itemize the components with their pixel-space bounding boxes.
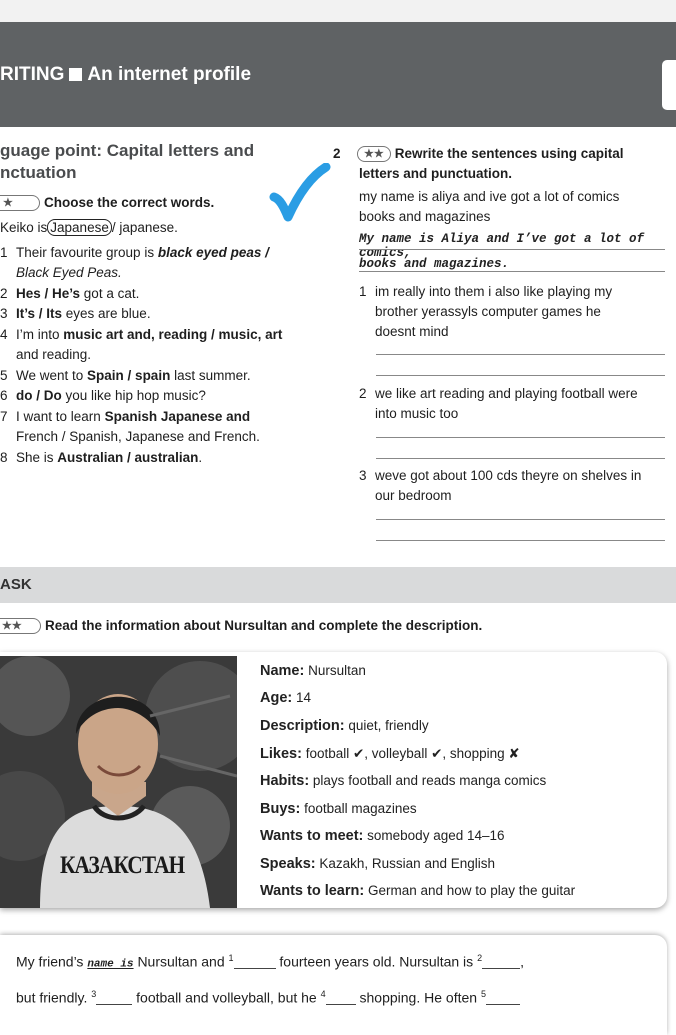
exercise1-item-6: 6 do / Do you like hip hop music? (0, 388, 206, 403)
top-strip (0, 0, 676, 22)
blank-5[interactable] (486, 990, 520, 1005)
task-bar (0, 567, 676, 603)
profile-habits: Habits: plays football and reads manga comics (260, 773, 547, 789)
exercise1-item-7: 7 I want to learn Spanish Japanese and French / Spanish, Japanese and French. (0, 409, 260, 444)
exercise1-item-2: 2 Hes / He’s got a cat. (0, 286, 140, 301)
blank-4[interactable] (326, 990, 356, 1005)
exercise1-item-1: 1 Their favourite group is black eyed peas / Black Eyed Peas. (0, 245, 269, 280)
profile-likes: Likes: football ✔, volleyball ✔, shopping ✘ (260, 746, 520, 762)
profile-name: Name: Nursultan (260, 663, 366, 679)
exercise2-example-answer-line2: books and magazines. (359, 257, 510, 271)
language-point-heading: guage point: Capital letters and nctuation (0, 141, 255, 182)
checkmark-icon (268, 163, 332, 223)
blank-1[interactable] (234, 954, 276, 969)
description-card (0, 935, 667, 1035)
exercise1-example: Keiko is Japanese / japanese. (0, 220, 178, 235)
blank-2[interactable] (482, 954, 520, 969)
exercise2-item-3: 3 weve got about 100 cds theyre on shelves in our bedroom (359, 468, 642, 503)
exercise1-item-5: 5 We went to Spain / spain last summer. (0, 368, 251, 383)
example-answer: name is (87, 958, 134, 971)
answer-line[interactable] (376, 437, 665, 438)
profile-wants-to-learn: Wants to learn: German and how to play the guitar (260, 883, 576, 899)
shirt-text: КАЗАКСТАН (60, 852, 185, 879)
exercise1-item-8: 8 She is Australian / australian. (0, 450, 203, 465)
answer-line[interactable] (376, 540, 665, 541)
square-bullet-icon (69, 68, 82, 81)
section-title: RITING An internet profile (0, 64, 252, 85)
profile-photo (0, 656, 237, 908)
description-line-1: My friend’s name is Nursultan and $^1$ fourteen years old. Nursultan is $^2$ , (16, 953, 524, 971)
blank-3[interactable] (96, 990, 132, 1005)
profile-description: Description: quiet, friendly (260, 718, 429, 734)
circled-answer: Japanese (47, 219, 112, 236)
difficulty-star-icon: ★ (0, 195, 40, 211)
profile-wants-to-meet: Wants to meet: somebody aged 14–16 (260, 828, 505, 844)
exercise2-instruction: 2 ★★ Rewrite the sentences using capital letters and punctuation. (333, 146, 624, 181)
page-tab (662, 60, 676, 110)
exercise2-example: my name is aliya and ive got a lot of comics books and magazines (359, 189, 620, 224)
answer-line[interactable] (376, 375, 665, 376)
task-title: ASK (0, 576, 32, 593)
answer-line[interactable] (376, 519, 665, 520)
exercise2-item-2: 2 we like art reading and playing football were into music too (359, 386, 638, 421)
exercise1-instruction: ★ Choose the correct words. (0, 193, 300, 213)
exercise2-example-answer-line1: My name is Aliya and I’ve got a lot of comics, (359, 232, 645, 260)
profile-age: Age: 14 (260, 690, 312, 706)
difficulty-stars-icon: ★★ (0, 618, 41, 634)
answer-line (359, 271, 665, 272)
profile-buys: Buys: football magazines (260, 801, 417, 817)
exercise1-item-4: 4 I’m into music art and, reading / music, art and reading. (0, 327, 283, 362)
answer-line (359, 249, 665, 250)
difficulty-stars-icon: ★★ (357, 146, 391, 162)
answer-line[interactable] (376, 458, 665, 459)
answer-line[interactable] (376, 354, 665, 355)
task-instruction: ★★ Read the information about Nursultan and complete the description. (2, 618, 483, 633)
profile-speaks: Speaks: Kazakh, Russian and English (260, 856, 495, 872)
exercise2-item-1: 1 im really into them i also like playing my brother yerassyls computer games he doesnt mind (359, 284, 613, 339)
exercise1-item-3: 3 It’s / Its eyes are blue. (0, 306, 151, 321)
description-line-2: but friendly. $^3$ football and volleyball, but he $^4$ shopping. He often $^5$ (16, 989, 520, 1006)
